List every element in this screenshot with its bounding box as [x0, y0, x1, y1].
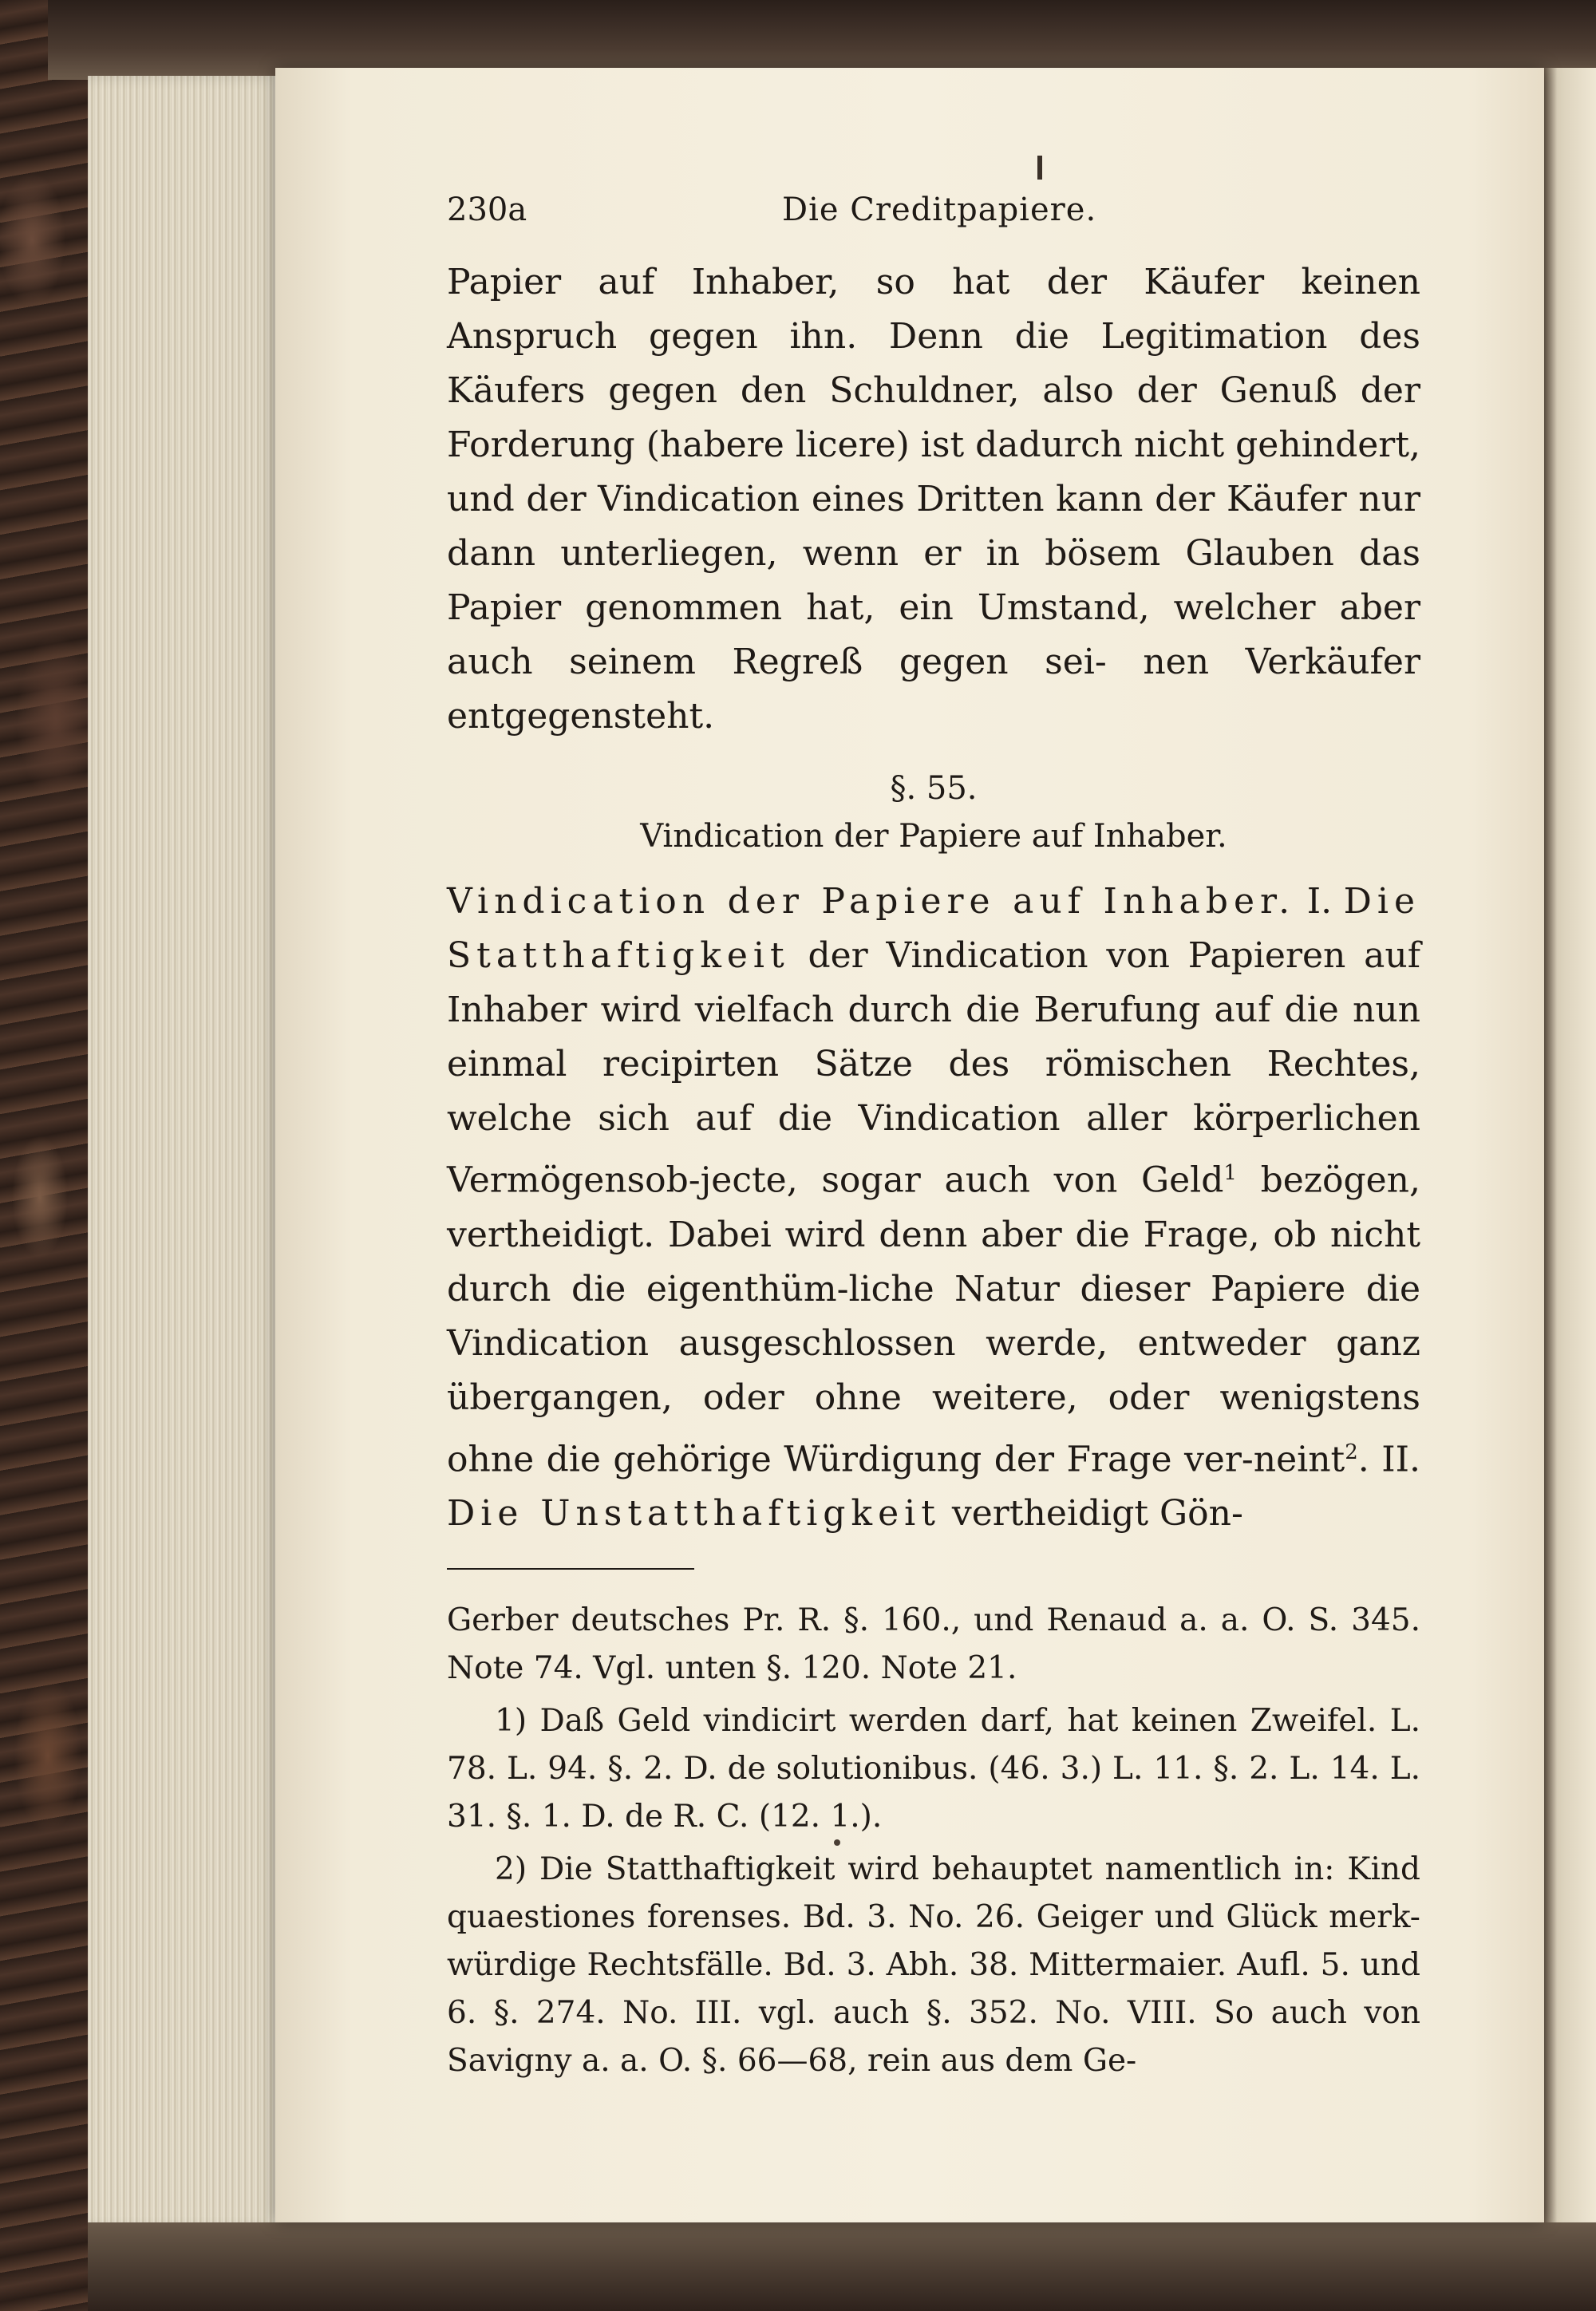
text-line: den Schuldner, also der Genuß der Forderung (habere	[447, 370, 1420, 465]
text-line: gegen ihn. Denn die Legitimation des Käufers gegen	[447, 316, 1420, 411]
text-line: nen Verkäufer entgegensteht.	[447, 642, 1420, 737]
emphasized-term: Die Statthaftigkeit	[447, 881, 1420, 976]
paragraph-continued	[447, 255, 1420, 744]
marbled-cover	[0, 0, 96, 2311]
ink-mark	[1037, 156, 1042, 180]
running-header	[447, 192, 1420, 239]
paragraph-text: vertheidigt Gön-	[951, 1493, 1243, 1535]
list-number: II.	[1381, 1439, 1420, 1480]
text-line: Papier auf Inhaber, so hat der Käufer keinen Anspruch	[447, 262, 1420, 357]
paragraph-vindication	[447, 875, 1420, 1541]
footnote-1: 1) Daß Geld vindicirt werden darf, hat keinen Zweifel. L. 78. L. 94. §. 2. D. de solutionibus. (46. 3.) L. 11. §. 2. L. 14. L. 31. §. 1. D. de R. C. (12. 1.).	[447, 1703, 1420, 1835]
footnote-continued: Gerber deutsches Pr. R. §. 160., und Renaud a. a. O. S. 345. Note 74. Vgl. unten §. 120. Note 21.	[447, 1602, 1420, 1687]
section-title: Vindication der Papiere auf Inhaber.	[640, 818, 1227, 855]
facing-page-edge	[1544, 68, 1596, 2222]
footnote-ref-2[interactable]: 2	[1345, 1440, 1358, 1464]
footnote-divider	[447, 1568, 694, 1570]
running-title: Die Creditpapiere.	[782, 192, 1097, 228]
text-line: ein Umstand, welcher aber auch seinem Regreß gegen sei-	[447, 587, 1420, 682]
text-line: licere) ist dadurch nicht gehindert, und der Vindication	[447, 425, 1420, 519]
book-bottom-edge	[88, 2222, 1596, 2311]
emphasized-term: Die Unstatthaftigkeit	[447, 1493, 941, 1535]
text-line: wenn er in bösem Glauben das Papier genommen hat,	[447, 533, 1420, 628]
section-number: §. 55.	[890, 770, 978, 807]
list-number: I.	[1306, 881, 1333, 922]
paragraph-lead: Vindication der Papiere auf Inhaber.	[447, 881, 1296, 922]
footnote-2: 2) Die Statthaftigkeit wird behauptet namentlich in: Kind quaestiones forenses. Bd. 3. No. 26. Geiger und Glück merk-würdige Rechtsfälle. Bd. 3. Abh. 38. Mittermaier. Aufl. 5. und 6. §. 274. No. III. vgl. auch §. 352. No. VIII. So auch von Savigny a. a. O. §. 66—68, rein aus dem Ge-	[447, 1851, 1420, 2080]
page-content	[447, 192, 1420, 2085]
text-line: eines Dritten kann der Käufer nur dann unterliegen,	[447, 479, 1420, 574]
paragraph-text: .	[1357, 1439, 1369, 1480]
paragraph-text: bezögen, vertheidigt. Dabei wird denn aber die Frage, ob nicht durch die eigenthüm-liche Natur dieser Papiere die Vindication ausgeschlossen werde, entweder ganz übergangen, oder ohne weitere, oder wenigstens ohne die gehörige Würdigung der Frage ver-neint	[447, 1159, 1420, 1480]
footnote-ref-1[interactable]: 1	[1223, 1161, 1237, 1185]
page-edges	[88, 76, 287, 2230]
page-number: 230a	[447, 192, 527, 228]
paragraph-text: der Vindication von Papieren auf Inhaber wird vielfach durch die Berufung auf die nun einmal recipirten Sätze des römischen Rechtes, welche sich auf die Vindication aller körperlichen Vermögensob-jecte, sogar auch von Geld	[447, 935, 1420, 1201]
